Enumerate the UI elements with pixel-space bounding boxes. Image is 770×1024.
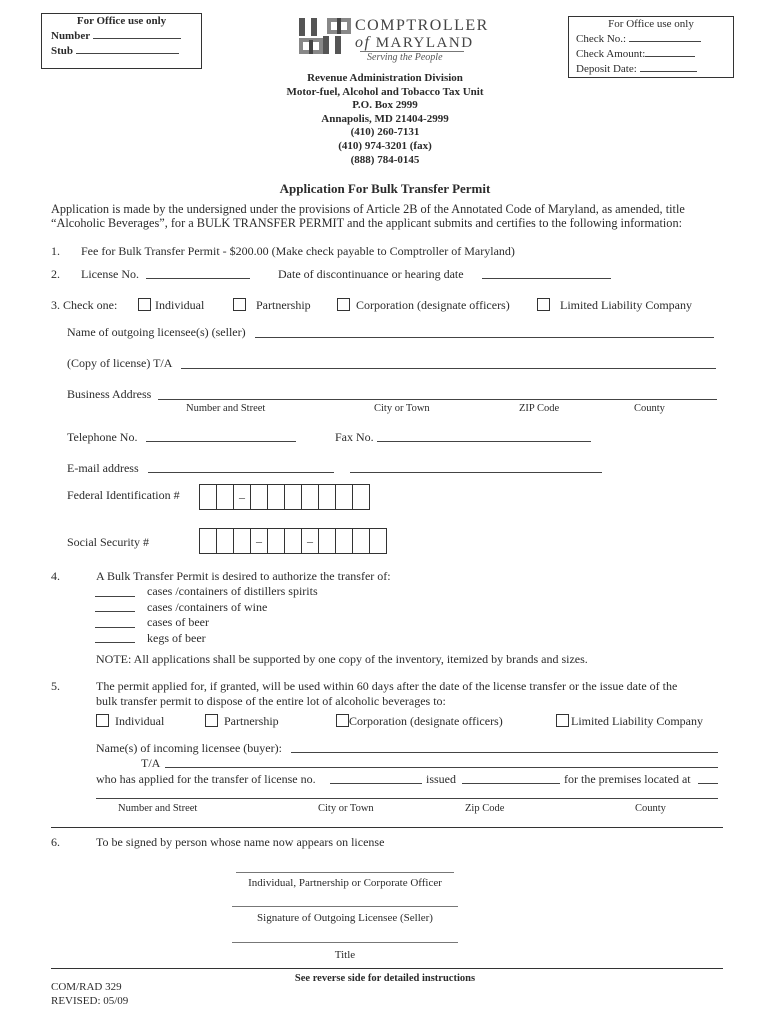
spirits-label: cases /containers of distillers spirits: [147, 584, 318, 598]
check-amount-label: Check Amount:: [576, 48, 646, 60]
copy-license-ta-label: (Copy of license) T/A: [67, 356, 173, 370]
item-1-text: Fee for Bulk Transfer Permit - $200.00 (Make check payable to Comptroller of Maryland): [81, 244, 515, 258]
logo-line1: COMPTROLLER: [355, 17, 489, 34]
premises-col-city: City or Town: [318, 803, 374, 814]
buyer-ta-label: T/A: [141, 756, 161, 770]
office-use-box-right: [568, 16, 734, 78]
logo-underline: [360, 51, 464, 52]
email-label: E-mail address: [67, 461, 139, 475]
ssn-digit[interactable]: [217, 529, 234, 553]
ssn-dash: –: [251, 529, 268, 553]
fein-digit[interactable]: [268, 485, 285, 509]
ssn-grid[interactable]: [199, 528, 387, 554]
email-field[interactable]: [148, 472, 334, 473]
premises-address-field[interactable]: [96, 798, 718, 799]
buyer-individual-checkbox[interactable]: [96, 714, 109, 727]
form-number: COM/RAD 329: [51, 981, 122, 993]
buyer-option-llc[interactable]: [556, 714, 703, 728]
buyer-llc-checkbox[interactable]: [556, 714, 569, 727]
buyer-llc-label: Limited Liability Company: [571, 714, 703, 728]
ssn-digit[interactable]: [285, 529, 302, 553]
premises-label: for the premises located at: [564, 772, 691, 786]
check-no-field[interactable]: [629, 31, 701, 42]
transfer-license-no-field[interactable]: [330, 783, 422, 784]
federal-id-label: Federal Identification #: [67, 488, 180, 502]
federal-id-grid[interactable]: [199, 484, 370, 510]
seller-signature-field[interactable]: [232, 906, 458, 907]
item-5-line-2: bulk transfer permit to dispose of the entire lot of alcoholic beverages to:: [96, 694, 446, 708]
addr-col-county: County: [634, 403, 665, 414]
buyer-corporation-checkbox[interactable]: [336, 714, 349, 727]
item-4-text: A Bulk Transfer Permit is desired to authorize the transfer of:: [96, 569, 391, 583]
maryland-flag-logo-icon: [297, 16, 353, 56]
check-one-label: 3. Check one:: [51, 298, 118, 312]
outgoing-licensee-field[interactable]: [255, 337, 714, 338]
email-field-extra[interactable]: [350, 472, 602, 473]
deposit-date-label: Deposit Date:: [576, 63, 637, 75]
llc-label: Limited Liability Company: [560, 298, 692, 312]
fein-digit[interactable]: [353, 485, 369, 509]
fein-digit[interactable]: [251, 485, 268, 509]
fein-digit[interactable]: [285, 485, 302, 509]
ssn-digit[interactable]: [268, 529, 285, 553]
ssn-digit[interactable]: [319, 529, 336, 553]
buyer-partnership-checkbox[interactable]: [205, 714, 218, 727]
license-no-field[interactable]: [146, 278, 250, 279]
buyer-individual-label: Individual: [115, 714, 165, 728]
fein-digit[interactable]: [217, 485, 234, 509]
addr-col-street: Number and Street: [186, 403, 266, 414]
partnership-label: Partnership: [256, 298, 311, 312]
office-use-title-right: For Office use only: [608, 18, 694, 30]
reverse-side-note: See reverse side for detailed instructions: [294, 973, 476, 984]
individual-label: Individual: [155, 298, 205, 312]
ssn-digit[interactable]: [353, 529, 370, 553]
seller-option-corporation[interactable]: [337, 298, 510, 312]
beer-kegs-label: kegs of beer: [147, 631, 206, 645]
premises-field[interactable]: [698, 783, 718, 784]
buyer-partnership-label: Partnership: [224, 714, 279, 728]
fein-digit[interactable]: [319, 485, 336, 509]
premises-col-zip: Zip Code: [465, 803, 505, 814]
item-6-number: 6.: [51, 835, 60, 849]
spirits-qty-field[interactable]: [95, 596, 135, 597]
section-divider: [51, 827, 723, 828]
title-caption: Title: [334, 949, 356, 961]
item-1-number: 1.: [51, 244, 60, 258]
inventory-note: NOTE: All applications shall be supported by one copy of the inventory, itemized by brands and sizes.: [96, 652, 588, 666]
seller-option-llc[interactable]: [537, 298, 692, 312]
stub-label: Stub: [51, 45, 74, 57]
deposit-date-field[interactable]: [640, 61, 697, 72]
office-use-title: For Office use only: [76, 15, 167, 27]
corporation-label: Corporation (designate officers): [356, 298, 510, 312]
agency-address: [0, 72, 770, 167]
transfer-license-label: who has applied for the transfer of license no.: [96, 772, 316, 786]
agency-line-3: P.O. Box 2999: [352, 99, 418, 112]
ssn-dash: –: [302, 529, 319, 553]
llc-checkbox[interactable]: [537, 298, 550, 311]
beer-kegs-qty-field[interactable]: [95, 642, 135, 643]
outgoing-licensee-label: Name of outgoing licensee(s) (seller): [67, 325, 246, 339]
item-5-number: 5.: [51, 679, 60, 693]
copy-license-ta-field[interactable]: [181, 368, 716, 369]
premises-col-county: County: [635, 803, 666, 814]
intro-line-1: Application is made by the undersigned under the provisions of Article 2B of the Annotated Code of Maryland, as amended, title: [51, 202, 685, 216]
fein-digit[interactable]: [302, 485, 319, 509]
check-no-label: Check No.:: [576, 33, 627, 45]
ssn-digit[interactable]: [336, 529, 353, 553]
fein-dash: –: [234, 485, 251, 509]
buyer-option-corporation[interactable]: [336, 714, 503, 728]
individual-checkbox[interactable]: [138, 298, 151, 311]
wine-qty-field[interactable]: [95, 611, 135, 612]
item-4-number: 4.: [51, 569, 60, 583]
discontinuance-date-field[interactable]: [482, 278, 611, 279]
officer-signature-caption: Individual, Partnership or Corporate Officer: [248, 877, 442, 889]
stub-field[interactable]: [76, 43, 179, 54]
item-2-number: 2.: [51, 267, 60, 281]
telephone-field[interactable]: [146, 441, 296, 442]
check-amount-field[interactable]: [645, 46, 695, 57]
title-field[interactable]: [232, 942, 458, 943]
fax-label: Fax No.: [335, 430, 374, 444]
agency-line-4: Annapolis, MD 21404-2999: [321, 112, 449, 125]
fax-field[interactable]: [377, 441, 591, 442]
incoming-licensee-field[interactable]: [291, 752, 718, 753]
buyer-option-partnership[interactable]: [205, 714, 279, 728]
number-label: Number: [51, 30, 90, 42]
corporation-checkbox[interactable]: [337, 298, 350, 311]
license-no-label: License No.: [81, 267, 139, 281]
seller-signature-caption: Signature of Outgoing Licensee (Seller): [257, 912, 433, 924]
buyer-corporation-label: Corporation (designate officers): [349, 714, 503, 728]
premises-col-street: Number and Street: [118, 803, 198, 814]
footer-divider: [51, 968, 723, 969]
office-use-box-left: [41, 13, 202, 69]
intro-paragraph: [51, 202, 685, 230]
logo-tagline: Serving the People: [367, 52, 443, 63]
business-address-field[interactable]: [158, 399, 717, 400]
comptroller-logo: [355, 17, 489, 63]
form-title: Application For Bulk Transfer Permit: [279, 181, 491, 196]
business-address-label: Business Address: [67, 387, 152, 401]
fein-digit[interactable]: [200, 485, 217, 509]
seller-option-individual[interactable]: [138, 298, 204, 312]
item-6-text: To be signed by person whose name now appears on license: [96, 835, 385, 849]
agency-line-2: Motor-fuel, Alcohol and Tobacco Tax Unit: [286, 85, 484, 98]
agency-line-5: (410) 260-7131: [350, 126, 420, 139]
ssn-digit[interactable]: [234, 529, 251, 553]
item-5-line-1: The permit applied for, if granted, will be used within 60 days after the date of the license transfer or the issue date of the: [96, 679, 678, 693]
social-security-label: Social Security #: [67, 535, 149, 549]
fein-digit[interactable]: [336, 485, 353, 509]
intro-line-2: “Alcoholic Beverages”, for a BULK TRANSFER PERMIT and the applicant submits and certifies to the following information:: [51, 216, 683, 230]
beer-cases-qty-field[interactable]: [95, 627, 135, 628]
logo-of: of: [355, 34, 371, 51]
addr-col-zip: ZIP Code: [519, 403, 560, 414]
logo-line2: MARYLAND: [375, 35, 474, 51]
ssn-digit[interactable]: [200, 529, 217, 553]
telephone-label: Telephone No.: [67, 430, 138, 444]
number-field[interactable]: [93, 28, 181, 39]
officer-signature-field[interactable]: [236, 872, 454, 873]
issued-label: issued: [426, 772, 456, 786]
buyer-option-individual[interactable]: [96, 714, 164, 728]
agency-line-1: Revenue Administration Division: [307, 72, 463, 84]
buyer-ta-field[interactable]: [165, 767, 718, 768]
seller-option-partnership[interactable]: [233, 298, 311, 312]
addr-col-city: City or Town: [374, 403, 430, 414]
partnership-checkbox[interactable]: [233, 298, 246, 311]
agency-line-6: (410) 974-3201 (fax): [338, 139, 432, 152]
discontinuance-date-label: Date of discontinuance or hearing date: [278, 267, 464, 281]
incoming-licensee-label: Name(s) of incoming licensee (buyer):: [96, 741, 282, 755]
beer-cases-label: cases of beer: [147, 615, 209, 629]
wine-label: cases /containers of wine: [147, 600, 268, 614]
revision-date: REVISED: 05/09: [51, 995, 129, 1007]
agency-line-7: (888) 784-0145: [350, 153, 420, 166]
issued-field[interactable]: [462, 783, 560, 784]
ssn-digit[interactable]: [370, 529, 386, 553]
